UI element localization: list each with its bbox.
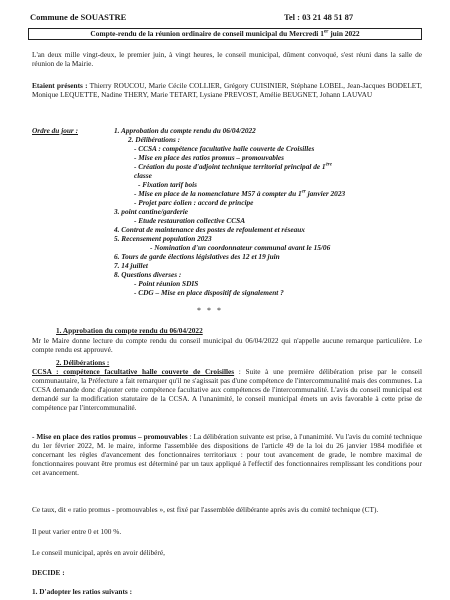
agenda-subitem-tail: janvier 2023	[305, 189, 346, 198]
attendees-label: Etaient présents :	[32, 81, 88, 90]
agenda-subitem: - Nomination d'un coordonnateur communal avant le 15/06	[150, 243, 331, 252]
agenda-item: 2. Délibérations :	[128, 135, 181, 144]
phone-number: Tel : 03 21 48 51 87	[284, 12, 354, 22]
adopt-item: 1. D'adopter les ratios suivants :	[32, 587, 132, 596]
title-main: Compte-rendu de la réunion ordinaire de conseil municipal du Mercredi 1	[90, 29, 324, 38]
agenda-subitem: - Point réunion SDIS	[134, 279, 199, 288]
decide-heading: DECIDE :	[32, 568, 65, 577]
agenda-subitem	[114, 189, 424, 198]
taux-paragraph: Ce taux, dit « ratio promus - promouvables », est fixé par l'assemblée délibérante après avis du comité technique (CT).	[32, 505, 379, 514]
section-1-title: 1. Approbation du compte rendu du 06/04/2022	[56, 326, 203, 335]
ratios-paragraph	[32, 432, 422, 477]
agenda-item: 5. Recensement population 2023	[114, 234, 212, 243]
intro-paragraph: L'an deux mille vingt-deux, le premier juin, à vingt heures, le conseil municipal, dûment convoqué, s'est réuni dans la salle de réunion de la Mairie.	[32, 50, 422, 68]
agenda-subitem: - CDG – Mise en place dispositif de signalement ?	[134, 288, 284, 297]
document-title	[28, 28, 422, 40]
separator-stars: ***	[197, 306, 227, 315]
agenda-item: 3. point cantine/garderie	[114, 207, 188, 216]
agenda-subitem-cont: classe	[134, 171, 152, 180]
attendees-names: Thierry ROUCOU, Marie Cécile COLLIER, Grégory CUISINIER, Stéphane LOBEL, Jean-Jacques BODELET, Monique LEQUETTE, Nadine THERY, Marie TETART, Lysiane PREVOST, Amélie BEUGNET, Johann LAUVAU	[32, 81, 422, 99]
ccsa-paragraph	[32, 367, 422, 412]
council-paragraph: Le conseil municipal, après en avoir délibéré,	[32, 548, 165, 557]
agenda-subitem: - Mise en place des ratios promus – promouvables	[134, 153, 284, 162]
agenda-item: 7. 14 juillet	[114, 261, 148, 270]
agenda-subitem: - Fixation tarif bois	[138, 180, 197, 189]
agenda-subitem: - CCSA : compétence facultative halle couverte de Croisilles	[134, 144, 315, 153]
agenda-item: 8. Questions diverses :	[114, 270, 182, 279]
agenda-subitem-sup: ère	[325, 162, 332, 168]
ccsa-body: : Suite à une première délibération prise par le conseil communautaire, la Préfecture a fait remarquer qu'il ne s'agissait pas d'une compétence de l'intercommunalité mais des communes. La CCSA demande donc d'ajouter cette compétence facultative aux compétences de l'intercommunalité. L'avis du conseil municipal est demandé sur la modification statutaire de la CCSA. A l'unanimité, le conseil municipal émets un avis favorable à cette prise de compétence par l'intercommunalité.	[32, 367, 422, 412]
section-2-title: 2. Délibérations :	[56, 358, 110, 367]
agenda-item: 6. Tours de garde élections législatives des 12 et 19 juin	[114, 252, 280, 261]
title-sup: er	[323, 29, 329, 35]
title-tail: juin 2022	[328, 29, 360, 38]
attendees-paragraph	[32, 81, 422, 99]
agenda-list	[114, 126, 424, 297]
agenda-subitem-sup: er	[301, 189, 306, 195]
agenda-label: Ordre du jour :	[32, 126, 79, 135]
agenda-subitem	[114, 162, 424, 171]
agenda-subitem-text: - Mise en place de la nomenclature M57 à compter du 1	[134, 189, 302, 198]
varier-paragraph: Il peut varier entre 0 et 100 %.	[32, 527, 122, 536]
ratios-body: : La délibération suivante est prise, à l'unanimité. Vu l'avis du comité technique du 1er février 2022, M. le maire, informe l'assemblée des dispositions de l'article 49 de la loi du 26 janvier 1984 modifiée et concernant les règles d'avancement des fonctionnaires territoriaux : pour tout avancement de grade, le nombre maximal de fonctionnaires pouvant être promus est déterminé par un taux appliqué à l'effectif des fonctionnaires remplissant les conditions pour cet avancement.	[32, 432, 422, 477]
section-1-body: Mr le Maire donne lecture du compte rendu du conseil municipal du 06/04/2022 qui n'appelle aucune remarque particulière. Le compte rendu est approuvé.	[32, 336, 422, 354]
agenda-item: 4. Contrat de maintenance des postes de refoulement et réseaux	[114, 225, 305, 234]
agenda-subitem: - Etude restauration collective CCSA	[134, 216, 246, 225]
agenda-item: 1. Approbation du compte rendu du 06/04/2022	[114, 126, 256, 135]
ccsa-lead: CCSA : compétence facultative halle couverte de Croisilles	[32, 367, 235, 376]
commune-name: Commune de SOUASTRE	[30, 12, 127, 22]
agenda-subitem: - Projet parc éolien : accord de principe	[134, 198, 254, 207]
agenda-subitem-text: - Création du poste d'adjoint technique territorial principal de 1	[134, 162, 326, 171]
ratios-lead: - Mise en place des ratios promus – promouvables	[32, 432, 188, 441]
